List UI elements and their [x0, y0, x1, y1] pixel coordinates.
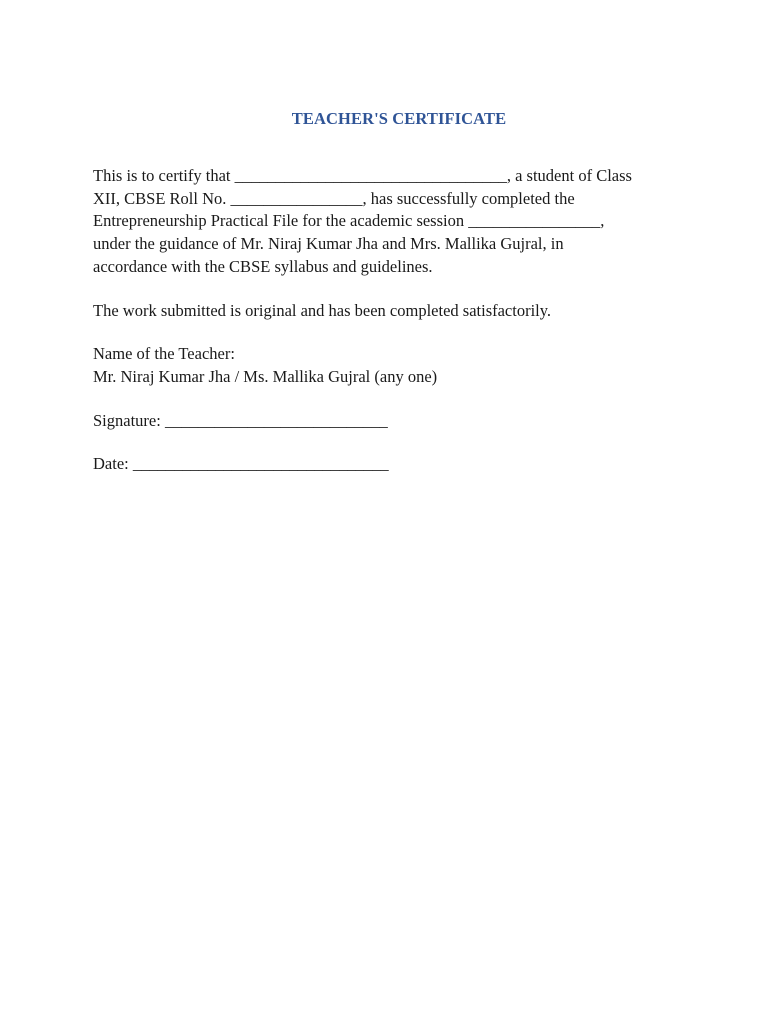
originality-statement [93, 300, 705, 323]
certificate-title: TEACHER'S CERTIFICATE [291, 109, 507, 128]
certificate-page [93, 108, 705, 476]
originality-text: The work submitted is original and has been completed satisfactorily. [93, 300, 552, 320]
signature-line: Signature: ___________________________ [93, 410, 388, 430]
teacher-name-label: Name of the Teacher: [93, 344, 235, 364]
certification-line: XII, CBSE Roll No. ________________, has successfully completed the [93, 188, 575, 208]
teacher-name-block [93, 343, 705, 388]
certification-line: under the guidance of Mr. Niraj Kumar Jha and Mrs. Mallika Gujral, in [93, 234, 564, 254]
certification-line: This is to certify that _________________________________, a student of Class [93, 166, 632, 185]
signature-block [93, 410, 705, 433]
certification-line: accordance with the CBSE syllabus and guidelines. [93, 256, 433, 276]
certification-paragraph [93, 165, 705, 279]
date-line: Date: _______________________________ [93, 454, 389, 474]
certification-line: Entrepreneurship Practical File for the academic session ________________, [93, 211, 605, 231]
teacher-names: Mr. Niraj Kumar Jha / Ms. Mallika Gujral (any one) [93, 366, 438, 386]
date-block [93, 453, 705, 476]
